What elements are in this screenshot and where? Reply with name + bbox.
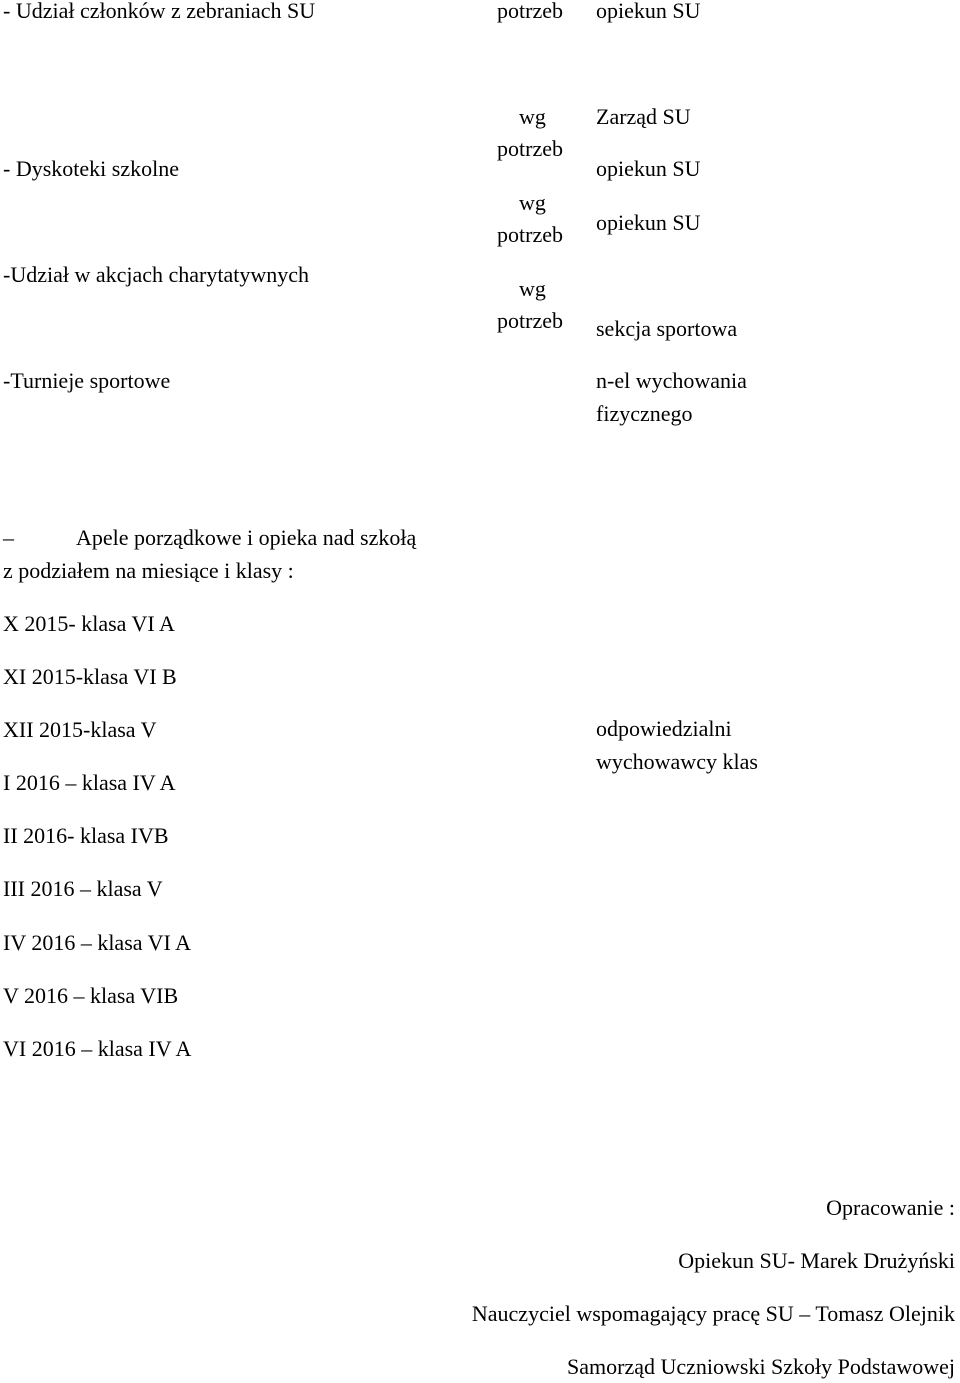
activity-term: potrzeb <box>497 222 563 247</box>
schedule-item: III 2016 – klasa V <box>3 876 163 901</box>
activity-label: -Udział w akcjach charytatywnych <box>3 262 310 287</box>
council-signature: Samorząd Uczniowski Szkoły Podstawowej <box>567 1354 955 1379</box>
activity-responsible: sekcja sportowa <box>596 316 738 341</box>
schedule-item: IV 2016 – klasa VI A <box>3 930 192 955</box>
activity-term: wg <box>519 104 546 129</box>
apele-responsible: odpowiedzialni <box>596 716 732 741</box>
schedule-item: II 2016- klasa IVB <box>3 823 169 848</box>
schedule-item: XII 2015-klasa V <box>3 717 157 742</box>
section-subheading: z podziałem na miesiące i klasy : <box>3 558 294 583</box>
activity-label: - Udział członków z zebraniach SU <box>3 0 316 23</box>
activity-responsible: opiekun SU <box>596 156 701 181</box>
schedule-item: VI 2016 – klasa IV A <box>3 1036 192 1061</box>
activity-term: wg <box>519 190 546 215</box>
activity-term: potrzeb <box>497 0 563 23</box>
activity-responsible: opiekun SU <box>596 210 701 235</box>
list-dash: – <box>3 525 14 550</box>
schedule-item: I 2016 – klasa IV A <box>3 770 176 795</box>
guardian-signature: Opiekun SU- Marek Drużyński <box>678 1248 955 1273</box>
activity-responsible: Zarząd SU <box>596 104 691 129</box>
activity-responsible: opiekun SU <box>596 0 701 23</box>
prepared-by-label: Opracowanie : <box>826 1195 955 1220</box>
activity-term: potrzeb <box>497 308 563 333</box>
schedule-item: X 2015- klasa VI A <box>3 611 175 636</box>
activity-label: - Dyskoteki szkolne <box>3 156 179 181</box>
activity-label: -Turnieje sportowe <box>3 368 171 393</box>
activity-term: potrzeb <box>497 136 563 161</box>
schedule-item: XI 2015-klasa VI B <box>3 664 177 689</box>
activity-responsible: n-el wychowania <box>596 368 747 393</box>
schedule-item: V 2016 – klasa VIB <box>3 983 179 1008</box>
teacher-signature: Nauczyciel wspomagający pracę SU – Tomasz Olejnik <box>471 1301 955 1326</box>
apele-responsible: wychowawcy klas <box>596 749 758 774</box>
activity-term: wg <box>519 276 546 301</box>
activity-responsible: fizycznego <box>596 401 693 426</box>
section-heading: Apele porządkowe i opieka nad szkołą <box>76 525 417 550</box>
